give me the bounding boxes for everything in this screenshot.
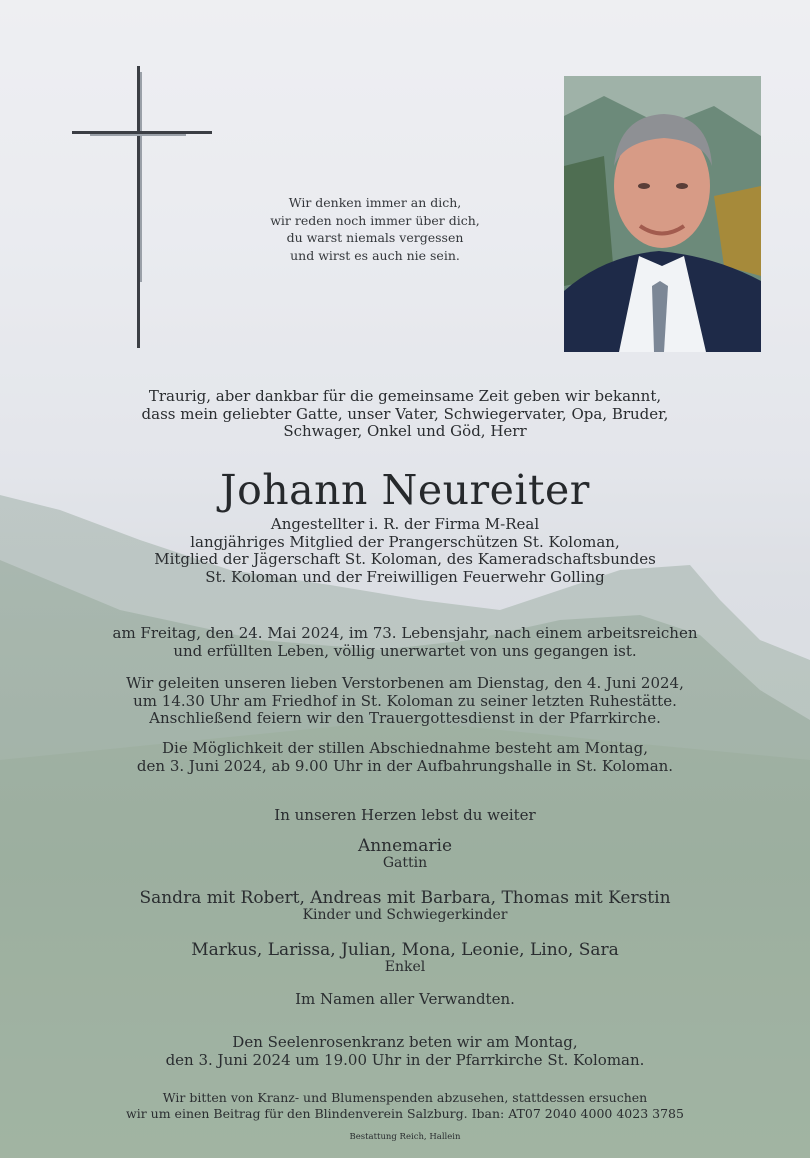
- role-line: Mitglied der Jägerschaft St. Koloman, des Kameradschaftsbundes: [154, 550, 656, 568]
- mourner-names: Sandra mit Robert, Andreas mit Barbara, Thomas mit Kerstin: [139, 888, 671, 908]
- farewell-info: [0, 740, 810, 775]
- farewell-line: Die Möglichkeit der stillen Abschiednahme besteht am Montag,: [162, 739, 648, 757]
- role-line: langjähriges Mitglied der Prangerschützen St. Koloman,: [190, 532, 620, 551]
- funeral-line: Anschließend feiern wir den Trauergottesdienst in der Pfarrkirche.: [149, 709, 661, 727]
- funeral-info: [0, 675, 810, 728]
- donation-request: [0, 1090, 810, 1121]
- poem-line: und wirst es auch nie sein.: [290, 247, 460, 263]
- undertaker-credit: Bestattung Reich, Hallein: [349, 1132, 461, 1142]
- rosary-line: den 3. Juni 2024 um 19.00 Uhr in der Pfarrkirche St. Koloman.: [165, 1050, 645, 1069]
- memorial-poem: [270, 194, 480, 264]
- deceased-name: Johann Neureiter: [220, 466, 590, 514]
- mourner-names: Annemarie: [357, 836, 453, 856]
- rosary-line: Den Seelenrosenkranz beten wir am Montag,: [232, 1033, 578, 1051]
- intro-line: Schwager, Onkel und Göd, Herr: [283, 422, 527, 440]
- mourner-names: Markus, Larissa, Julian, Mona, Leonie, Lino, Sara: [191, 940, 619, 960]
- rosary-info: [0, 1034, 810, 1069]
- poem-line: Wir denken immer an dich,: [288, 195, 462, 210]
- funeral-line: um 14.30 Uhr am Friedhof in St. Koloman zu seiner letzten Ruhestätte.: [133, 691, 677, 710]
- poem-line: du warst niemals vergessen: [286, 230, 464, 245]
- intro-line: dass mein geliebter Gatte, unser Vater, Schwiegervater, Opa, Bruder,: [141, 404, 669, 423]
- intro-line: Traurig, aber dankbar für die gemeinsame Zeit geben wir bekannt,: [148, 387, 662, 405]
- poem-line: wir reden noch immer über dich,: [270, 212, 480, 228]
- hearts-phrase: In unseren Herzen lebst du weiter: [274, 806, 536, 824]
- death-notice: [0, 625, 810, 660]
- deceased-roles: [0, 516, 810, 586]
- death-line: und erfüllten Leben, völlig unerwartet von uns gegangen ist.: [173, 641, 637, 660]
- announcement-intro: [0, 388, 810, 441]
- funeral-line: Wir geleiten unseren lieben Verstorbenen am Dienstag, den 4. Juni 2024,: [126, 674, 684, 692]
- donation-line: Wir bitten von Kranz- und Blumenspenden abzusehen, stattdessen ersuchen: [162, 1090, 648, 1105]
- relatives-line: Im Namen aller Verwandten.: [295, 990, 515, 1008]
- death-line: am Freitag, den 24. Mai 2024, im 73. Lebensjahr, nach einem arbeitsreichen: [112, 624, 698, 642]
- farewell-line: den 3. Juni 2024, ab 9.00 Uhr in der Aufbahrungshalle in St. Koloman.: [136, 756, 674, 775]
- mourner-relation: Enkel: [384, 959, 426, 975]
- latin-cross-icon: [72, 66, 212, 348]
- mourner-relation: Kinder und Schwiegerkinder: [302, 907, 508, 923]
- role-line: St. Koloman und der Freiwilligen Feuerwehr Golling: [205, 567, 605, 586]
- portrait-photo: [564, 76, 761, 352]
- role-line: Angestellter i. R. der Firma M-Real: [270, 515, 540, 533]
- mourner-relation: Gattin: [382, 855, 428, 871]
- donation-line: wir um einen Beitrag für den Blindenverein Salzburg. Iban: AT07 2040 4000 4023 3785: [126, 1105, 684, 1121]
